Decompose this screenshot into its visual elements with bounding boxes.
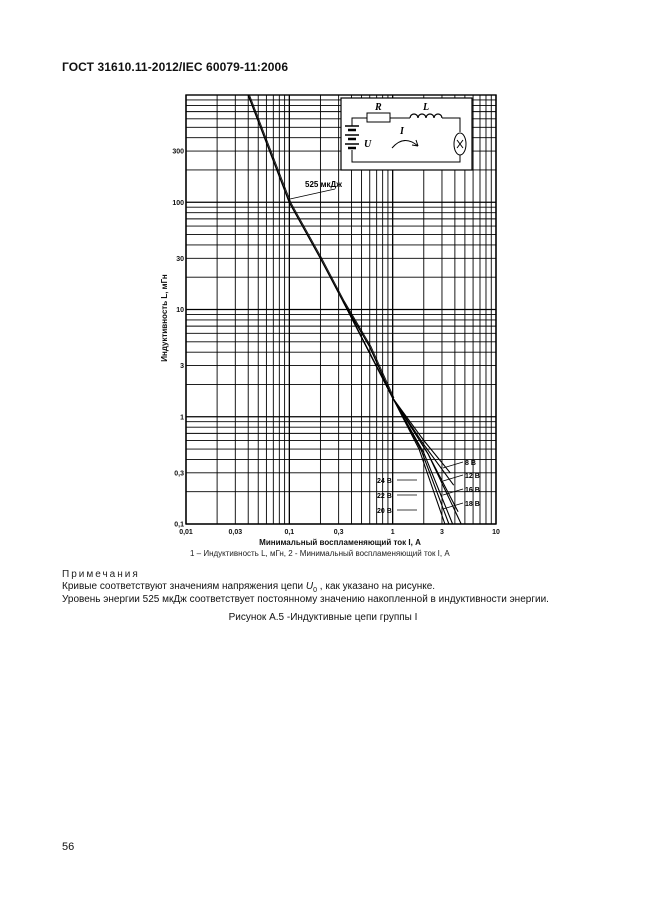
document-header: ГОСТ 31610.11-2012/IEC 60079-11:2006 [62,60,289,74]
resistor-symbol [367,113,390,122]
series-label: 12 В [465,473,480,480]
x-tick-label: 0,1 [284,529,295,536]
inset-label-l: L [423,102,430,113]
y-axis-label: Индуктивность L, мГн [160,274,169,362]
series-leader-line [443,475,463,481]
voltage-symbol: U [305,581,314,592]
figure-caption: 1 – Индуктивность L, мГн, 2 - Минимальный воспламеняющий ток I, А [190,549,450,558]
series-leader-line [443,462,463,468]
series-label: 18 В [465,501,480,508]
inset-label-u: U [364,139,372,150]
x-tick-label: 1 [390,529,395,536]
curve-series [343,301,445,524]
series-label: 8 В [465,460,476,467]
y-tick-label: 10 [176,307,184,314]
y-tick-label: 1 [180,414,184,422]
series-label: 24 В [377,478,392,485]
figure-title: Рисунок А.5 -Индуктивные цепи группы I [228,612,418,623]
y-tick-label: 0,1 [174,521,184,529]
x-tick-label: 10 [492,529,500,536]
note-line-2: Уровень энергии 525 мкДж соответствует постоянному значению накопленной в индуктивности энергии. [62,594,549,605]
y-tick-label: 0,3 [174,470,184,478]
notes-title: Примечания [62,569,140,580]
x-axis-label: Минимальный воспламеняющий ток I, А [259,538,421,547]
x-tick-label: 0,03 [228,529,243,536]
y-tick-label: 3 [180,363,184,371]
inset-label-r: R [375,102,382,113]
series-label: 22 В [377,493,392,500]
x-tick-label: 0,01 [179,529,193,536]
battery-symbol [345,123,359,148]
y-tick-label: 30 [176,255,184,263]
series-label: 20 В [377,508,392,515]
note-line-1: Кривые соответствуют значениям напряжения цепи $U_0$ , как указано на рисунке. [62,581,436,594]
circuit-inset [341,98,472,170]
y-tick-label: 300 [172,148,184,156]
inset-label-i: I [400,126,404,137]
x-tick-label: 0,3 [333,529,344,536]
y-tick-label: 100 [172,199,184,207]
energy-label: 525 мкДж [305,180,342,189]
page-number: 56 [62,841,75,853]
x-tick-label: 3 [440,529,444,536]
chart-tick-labels [172,149,500,536]
series-label: 16 В [465,487,480,494]
series-leader-line [443,503,463,509]
